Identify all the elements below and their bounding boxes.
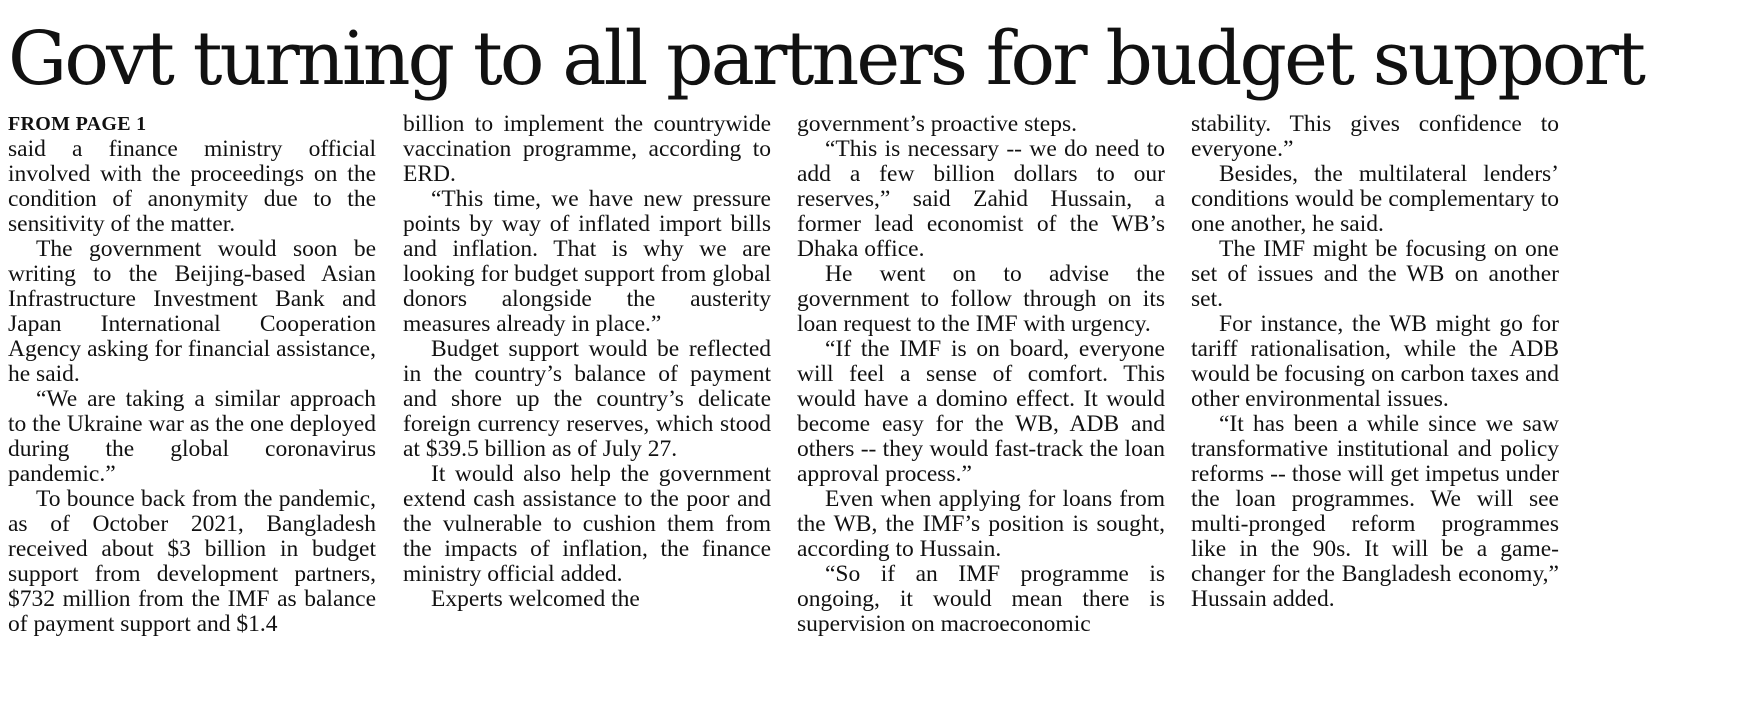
paragraph: “This time, we have new pressure points by way of inflated import bills and inflation. That is why we are looking for budget support from global donors alongside the austerity measures already in place.” — [403, 186, 771, 337]
headline: Govt turning to all partners for budget support — [8, 16, 1644, 102]
paragraph: To bounce back from the pandemic, as of October 2021, Bangladesh received about $3 billion in budget support from development partners, $732 million from the IMF as balance of payment support and $1.4 — [8, 486, 376, 637]
paragraph: “It has been a while since we saw transformative institutional and policy reforms -- those will get impetus under the loan programmes. We will see multi-pronged reform programmes like in the 90s. It will be a game-changer for the Bangladesh economy,” Hussain added. — [1191, 411, 1559, 612]
paragraph: Experts welcomed the — [431, 586, 640, 612]
paragraph: For instance, the WB might go for tariff rationalisation, while the ADB would be focusing on carbon taxes and other environmental issues. — [1191, 311, 1559, 412]
paragraph: “So if an IMF programme is ongoing, it would mean there is supervision on macroeconomic — [797, 561, 1165, 637]
paragraph: billion to implement the countrywide vaccination programme, according to ERD. — [403, 111, 771, 187]
paragraph: Besides, the multilateral lenders’ conditions would be complementary to one another, he said. — [1191, 161, 1559, 237]
article-column-4 — [1191, 112, 1559, 612]
paragraph: said a finance ministry official involved with the proceedings on the condition of anonymity due to the sensitivity of the matter. — [8, 136, 376, 237]
paragraph: He went on to advise the government to follow through on its loan request to the IMF with urgency. — [797, 261, 1165, 337]
paragraph: stability. This gives confidence to everyone.” — [1191, 111, 1559, 162]
paragraph: “This is necessary -- we do need to add a few billion dollars to our reserves,” said Zahid Hussain, a former lead economist of the WB’s Dhaka office. — [797, 136, 1165, 262]
paragraph: “If the IMF is on board, everyone will feel a sense of comfort. This would have a domino effect. It would become easy for the WB, ADB and others -- they would fast-track the loan approval process.” — [797, 336, 1165, 487]
paragraph: The government would soon be writing to the Beijing-based Asian Infrastructure Investment Bank and Japan International Cooperation Agency asking for financial assistance, he said. — [8, 236, 376, 387]
paragraph: government’s proactive steps. — [797, 111, 1077, 137]
article-column-3 — [797, 112, 1165, 637]
article-column-1 — [8, 112, 376, 637]
paragraph: Even when applying for loans from the WB, the IMF’s position is sought, according to Hussain. — [797, 486, 1165, 562]
paragraph: “We are taking a similar approach to the Ukraine war as the one deployed during the global coronavirus pandemic.” — [8, 386, 376, 487]
continuation-kicker: FROM PAGE 1 — [8, 113, 147, 135]
article-column-2 — [403, 112, 771, 612]
paragraph: Budget support would be reflected in the country’s balance of payment and shore up the country’s delicate foreign currency reserves, which stood at $39.5 billion as of July 27. — [403, 336, 771, 462]
paragraph: The IMF might be focusing on one set of issues and the WB on another set. — [1191, 236, 1559, 312]
paragraph: It would also help the government extend cash assistance to the poor and the vulnerable to cushion them from the impacts of inflation, the finance ministry official added. — [403, 461, 771, 587]
